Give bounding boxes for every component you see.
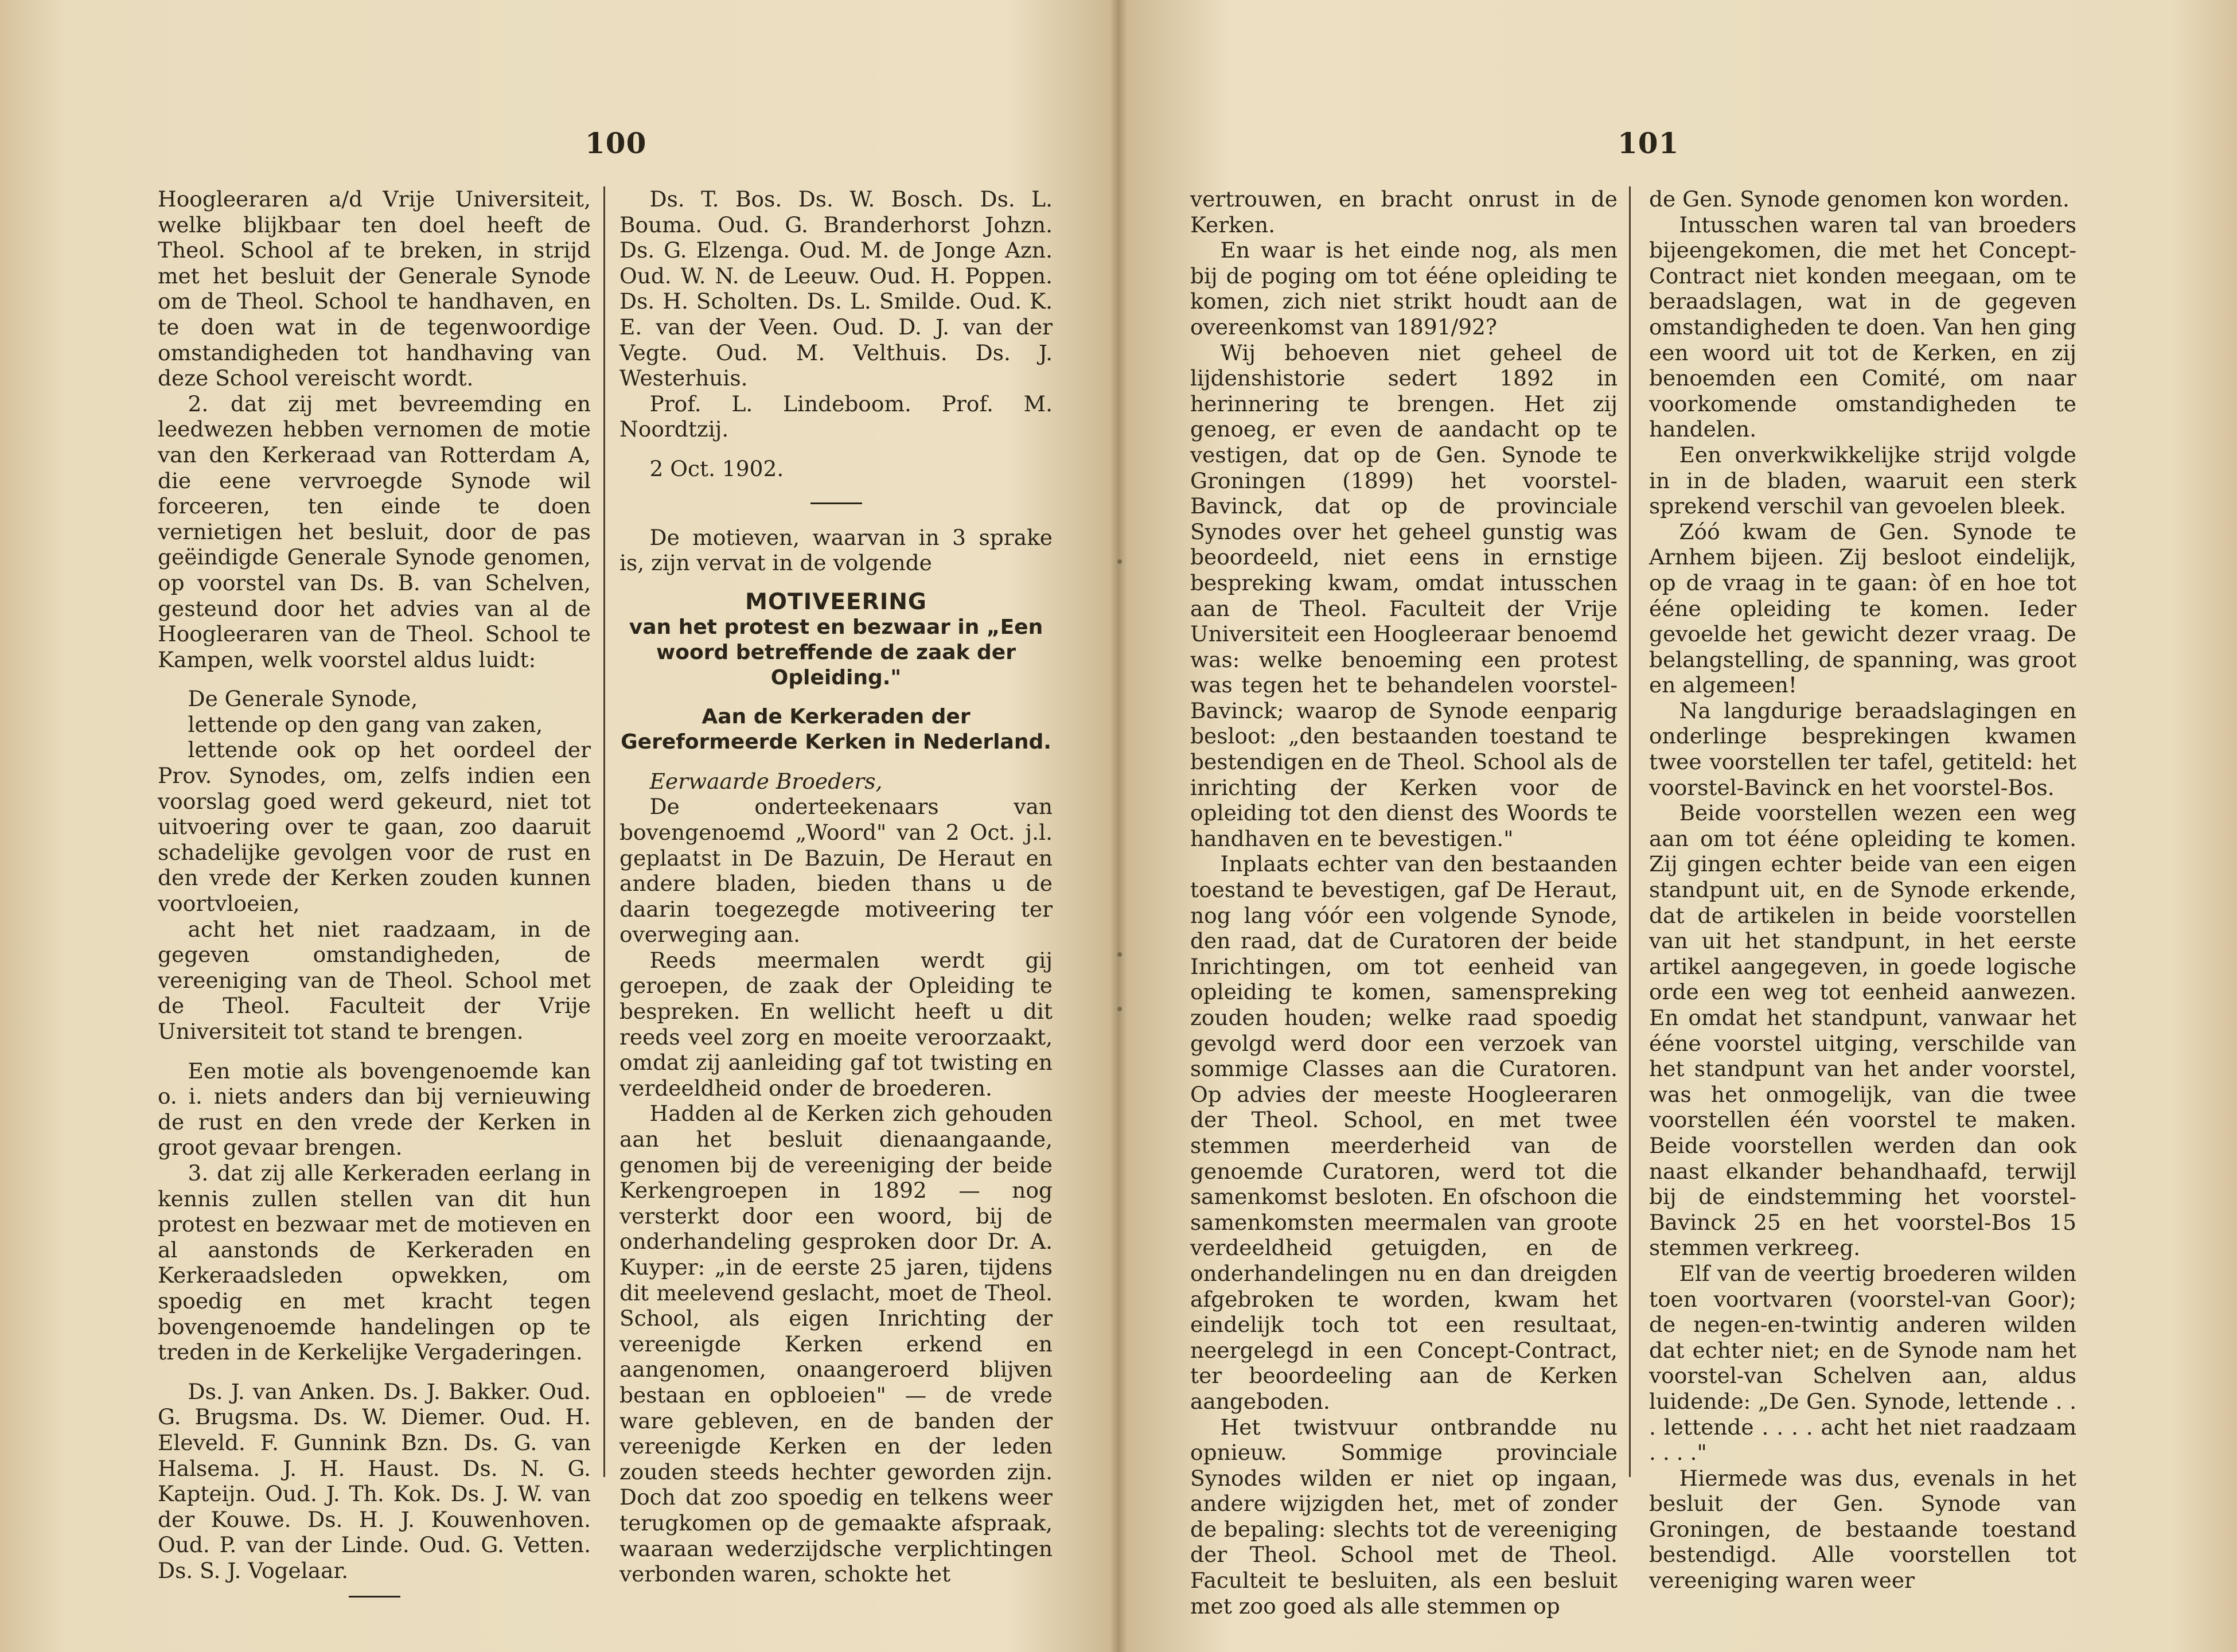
paragraph: Hadden al de Kerken zich gehouden aan het besluit dienaangaande, genomen bij de vereeniging der beide Kerkengroepen in 1892 — nog versterkt door een woord, bij de onderhandeling gesproken door Dr. A. Kuyper: „in de eerste 25 jaren, tijdens dit meelevend geslacht, moet de Theol. School, als eigen Inrichting der vereenigde Kerken erkend en aangenomen, onaangeroerd blijven bestaan en opbloeien" — de vrede ware gebleven, en de banden der vereenigde Kerken en der leden zouden steeds hechter geworden zijn. Doch dat zoo spoedig en telkens weer terugkomen op de gemaakte afspraak, waaraan wederzijdsche verplichtingen verbonden waren, schokte het bbox=[619, 1101, 1053, 1587]
quote-paragraph: acht het niet raadzaam, in de gegeven omstandigheden, de vereeniging van de Theol. School met de Theol. Faculteit der Vrije Universiteit tot stand te brengen. bbox=[158, 916, 591, 1044]
column-divider bbox=[1629, 186, 1631, 1477]
signatories-professors: Prof. L. Lindeboom. Prof. M. Noordtzij. bbox=[619, 391, 1053, 442]
binding-stitch bbox=[1117, 559, 1122, 564]
paragraph: En waar is het einde nog, als men bij de poging om tot ééne opleiding te komen, zich niet strikt houdt aan de overeenkomst van 1891/92? bbox=[1190, 237, 1618, 340]
address-heading: Aan de Kerkeraden der Gereformeerde Kerken in Nederland. bbox=[621, 704, 1051, 754]
paragraph: Elf van de veertig broederen wilden toen voortvaren (voorstel-van Goor); de negen-en-twintig anderen wilden dat echter niet; en de Synode nam het voorstel-van Schelven aan, aldus luidende: „De Gen. Synode, lettende . . . lettende . . . . acht het niet raadzaam . . . ." bbox=[1649, 1260, 2076, 1466]
paragraph: Hoogleeraren a/d Vrije Universiteit, welke blijkbaar ten doel heeft de Theol. School af te breken, in strijd met het besluit der Generale Synode om de Theol. School te handhaven, en te doen wat in de tegenwoordige omstandigheden tot handhaving van deze School vereischt wordt. bbox=[158, 186, 591, 391]
paragraph: Een onverkwikkelijke strijd volgde in in de bladen, waaruit een sterk sprekend verschil van gevoelen bleek. bbox=[1649, 442, 2076, 519]
paragraph: Na langdurige beraadslagingen en onderlinge besprekingen kwamen twee voorstellen ter tafel, getiteld: het voorstel-Bavinck en het voorstel-Bos. bbox=[1649, 698, 2076, 800]
paragraph: Beide voorstellen wezen een weg aan om tot ééne opleiding te komen. Zij gingen echter beide van een eigen standpunt uit, en de Synode erkende, dat de artikelen in beide voorstellen van uit het standpunt, in het eerste artikel aangegeven, in goede logische orde een weg tot eenheid aanwezen. En omdat het standpunt, vanwaar het ééne voorstel uitging, verschilde van het standpunt van het ander voorstel, was het onmogelijk, van die twee voorstellen één voorstel te maken. Beide voorstellen werden dan ook naast elkander behandhaafd, terwijl bij de eindstemming het voorstel-Bavinck 25 en het voorstel-Bos 15 stemmen verkreeg. bbox=[1649, 800, 2076, 1261]
section-heading: MOTIVEERING bbox=[745, 589, 927, 615]
quote-line: lettende op den gang van zaken, bbox=[188, 711, 543, 737]
paragraph: 2. dat zij met bevreemding en leedwezen hebben vernomen de motie van den Kerkeraad van Rotterdam A, die eene vervroegde Synode wil forceeren, ten einde te doen vernietigen het besluit, door de pas geëindigde Generale Synode genomen, op voorstel van Ds. B. van Schelven, gesteund door het advies van al de Hoogleeraren van de Theol. School te Kampen, welk voorstel aldus luidt: bbox=[158, 391, 591, 672]
left-column-2 bbox=[619, 186, 1053, 1587]
quote-line: De Generale Synode, bbox=[188, 686, 418, 712]
paragraph: Wij behoeven niet geheel de lijdenshistorie sedert 1892 in herinnering te brengen. Het zij genoeg, er even de aandacht op te vestigen, dat op de Gen. Synode te Groningen (1899) het voorstel-Bavinck, dat op de provinciale Synodes over het geheel gunstig was beoordeeld, niet eens in ernstige bespreking kwam, omdat intusschen aan de Theol. Faculteit der Vrije Universiteit een Hoogleeraar benoemd was: welke benoeming een protest was tegen het te behandelen voorstel-Bavinck; waarop de Synode eenparig besloot: „den bestaanden toestand te bestendigen en de Theol. School als de inrichting der Kerken voor de opleiding tot den dienst des Woords te handhaven en te bevestigen." bbox=[1190, 340, 1618, 851]
paragraph: Hiermede was dus, evenals in het besluit der Gen. Synode van Groningen, de bestaande toestand bestendigd. Alle voorstellen tot vereeniging waren weer bbox=[1649, 1465, 2076, 1593]
paragraph: Inplaats echter van den bestaanden toestand te bevestigen, gaf De Heraut, nog lang vóór een volgende Synode, den raad, dat de Curatoren der beide Inrichtingen, om tot eenheid van opleiding te komen, samenspreking zouden houden; welke raad spoedig gevolgd werd door een verzoek van sommige Classes aan die Curatoren. Op advies der meeste Hoogleeraren der Theol. School, en met twee stemmen meerderheid van de genoemde Curatoren, werd tot die samenkomst besloten. En ofschoon die samenkomsten meermalen van groote verdeeldheid getuigden, en de onderhandelingen nu en dan dreigden afgebroken te worden, kwam het eindelijk toch tot een resultaat, neergelegd in een Concept-Contract, ter beoordeeling aan de Kerken aangeboden. bbox=[1190, 851, 1618, 1414]
intro-line: De motieven, waarvan in 3 sprake is, zijn vervat in de volgende bbox=[619, 524, 1053, 576]
date-line: 2 Oct. 1902. bbox=[649, 455, 784, 481]
paragraph: De onderteekenaars van bovengenoemd „Woord" van 2 Oct. j.l. geplaatst in De Bazuin, De Heraut en andere bladen, bieden thans u de daarin toegezegde motiveering ter overweging aan. bbox=[619, 794, 1053, 948]
binding-stitch bbox=[1117, 952, 1122, 957]
salutation: Eerwaarde Broeders, bbox=[649, 768, 883, 794]
signatories: Ds. T. Bos. Ds. W. Bosch. Ds. L. Bouma. Oud. G. Branderhorst Johzn. Ds. G. Elzenga. Oud. M. de Jonge Azn. Oud. W. N. de Leeuw. Oud. H. Poppen. Ds. H. Scholten. Ds. L. Smilde. Oud. K. E. van der Veen. Oud. D. J. van der Vegte. Oud. M. Velthuis. Ds. J. Westerhuis. bbox=[619, 186, 1053, 391]
paragraph: Zóó kwam de Gen. Synode te Arnhem bijeen. Zij besloot eindelijk, op de vraag in te gaan: òf en hoe tot ééne opleiding te komen. Ieder gevoelde het gewicht dezer vraag. De belangstelling, de spanning, was groot en algemeen! bbox=[1649, 519, 2076, 698]
paragraph: de Gen. Synode genomen kon worden. bbox=[1649, 186, 2070, 212]
left-column-1 bbox=[158, 186, 591, 1610]
binding-stitch bbox=[1117, 1007, 1122, 1011]
paragraph: Reeds meermalen werdt gij geroepen, de zaak der Opleiding te bespreken. En wellicht heeft u dit reeds veel zorg en moeite veroorzaakt, omdat zij aanleiding gaf tot twisting en verdeeldheid onder de broederen. bbox=[619, 947, 1053, 1101]
right-column-1 bbox=[1190, 186, 1618, 1619]
paragraph: 3. dat zij alle Kerkeraden eerlang in kennis zullen stellen van dit hun protest en bezwaar met de motieven en al aanstonds de Kerkeraden en Kerkeraadsleden opwekken, om spoedig en met kracht tegen bovengenoemde handelingen op te treden in de Kerkelijke Vergaderingen. bbox=[158, 1160, 591, 1365]
paragraph: Het twistvuur ontbrandde nu opnieuw. Sommige provinciale Synodes wilden er niet op ingaan, andere wijzigden het, met of zonder de bepaling: slechts tot de vereeniging der Theol. School met de Theol. Faculteit te besluiten, als een besluit met zoo goed als alle stemmen op bbox=[1190, 1414, 1618, 1619]
paragraph: Intusschen waren tal van broeders bijeengekomen, die met het Concept-Contract niet konden meegaan, om te beraadslagen, wat in de gegeven omstandigheden te doen. Van hen ging een woord uit tot de Kerken, en zij benoemden een Comité, om naar voorkomende omstandigheden te handelen. bbox=[1649, 212, 2076, 442]
paragraph: vertrouwen, en bracht onrust in de Kerken. bbox=[1190, 186, 1618, 237]
right-column-2 bbox=[1649, 186, 2076, 1593]
right-page bbox=[1118, 0, 2237, 1652]
section-subheading: van het protest en bezwaar in „Een woord betreffende de zaak der Opleiding." bbox=[629, 615, 1043, 689]
column-divider bbox=[603, 186, 605, 1477]
page-number: 100 bbox=[585, 126, 647, 160]
section-rule bbox=[810, 502, 862, 504]
section-rule bbox=[349, 1596, 400, 1598]
left-page bbox=[0, 0, 1118, 1652]
signatories: Ds. J. van Anken. Ds. J. Bakker. Oud. G. Brugsma. Ds. W. Diemer. Oud. H. Eleveld. F. Gunnink Bzn. Ds. G. van Halsema. J. H. Haust. Ds. N. G. Kapteijn. Oud. J. Th. Kok. Ds. J. W. van der Kouwe. Ds. H. J. Kouwenhoven. Oud. P. van der Linde. Oud. G. Vetten. Ds. S. J. Vogelaar. bbox=[158, 1378, 591, 1583]
quote-paragraph: lettende ook op het oordeel der Prov. Synodes, om, zelfs indien een voorslag goed werd gekeurd, niet tot uitvoering over te gaan, zoo daaruit schadelijke gevolgen voor de rust en den vrede der Kerken zouden kunnen voortvloeien, bbox=[158, 737, 591, 917]
paragraph: Een motie als bovengenoemde kan o. i. niets anders dan bij vernieuwing de rust en den vrede der Kerken in groot gevaar brengen. bbox=[158, 1058, 591, 1160]
page-number: 101 bbox=[1618, 126, 1679, 160]
